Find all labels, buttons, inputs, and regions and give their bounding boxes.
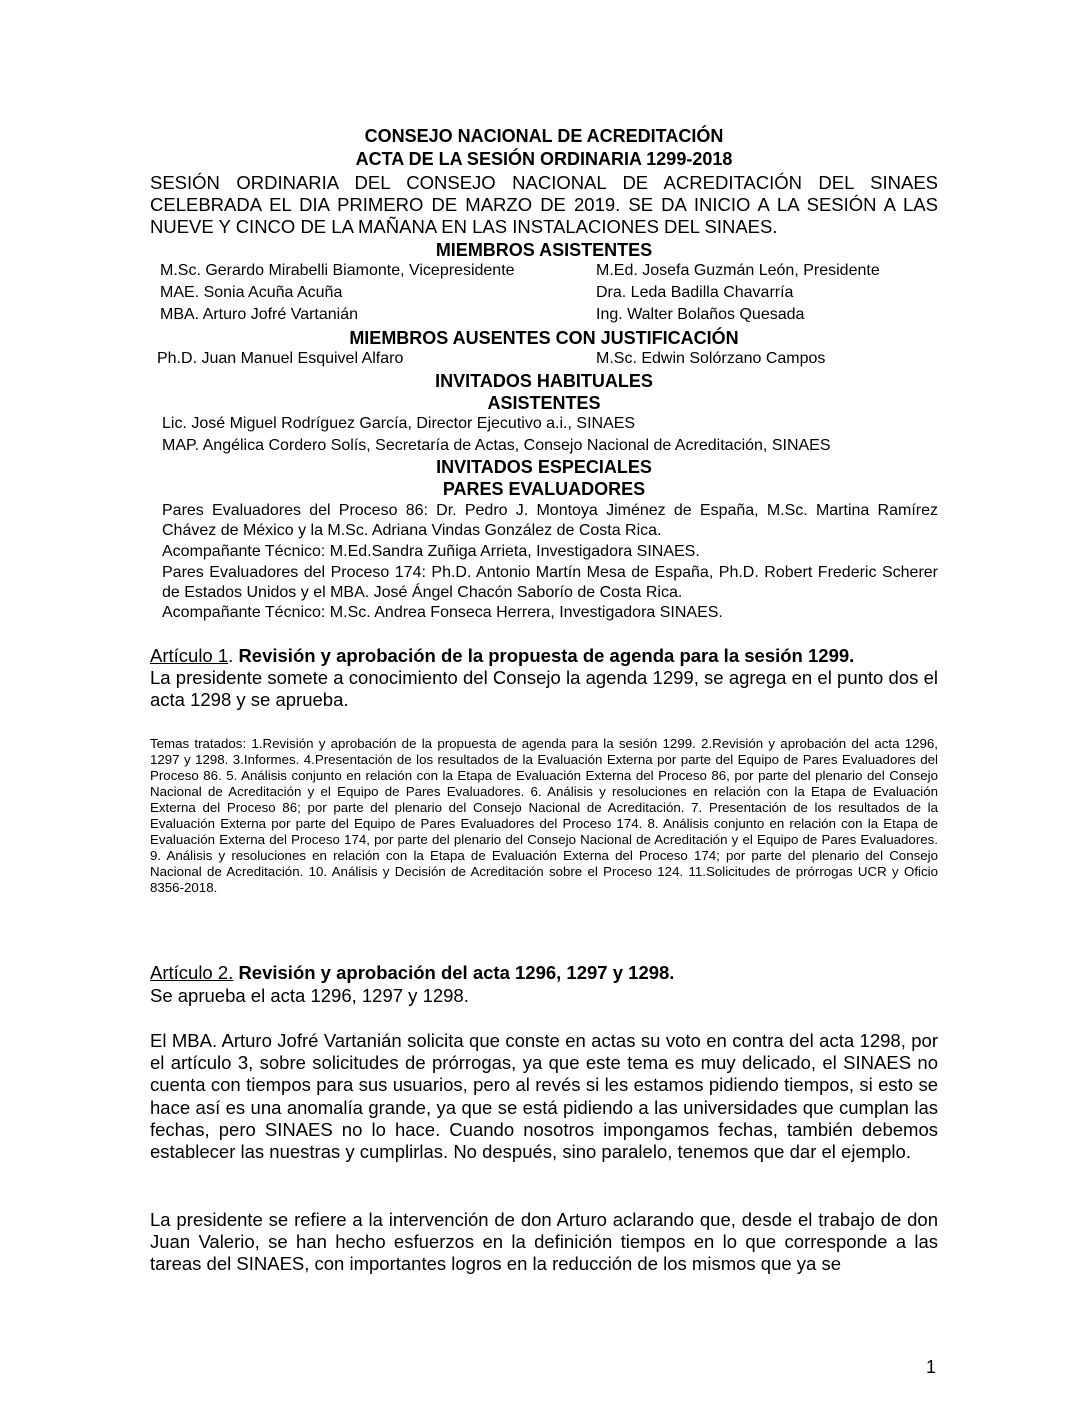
attending-member: Ing. Walter Bolaños Quesada	[596, 306, 805, 323]
article-title: Revisión y aprobación de la propuesta de agenda para la sesión 1299.	[238, 645, 855, 666]
article-1-heading	[150, 645, 940, 667]
attending-member: Dra. Leda Badilla Chavarría	[596, 284, 794, 301]
article-2-heading	[150, 962, 940, 984]
absent-heading: MIEMBROS AUSENTES CON JUSTIFICACIÓN	[349, 328, 739, 348]
peer-evaluators-heading: PARES EVALUADORES	[442, 479, 646, 499]
attendees-heading: ASISTENTES	[487, 393, 601, 413]
article-label: Artículo 1	[150, 645, 229, 666]
article-1-body: La presidente somete a conocimiento del Consejo la agenda 1299, se agrega en el punto dos el acta 1298 y se aprueba.	[150, 667, 938, 711]
peer-evaluators-86: Pares Evaluadores del Proceso 86: Dr. Pedro J. Montoya Jiménez de España, M.Sc. Martina Ramírez Chávez de México y la M.Sc. Adriana Vindas González de Costa Rica.	[162, 502, 938, 540]
session-intro: SESIÓN ORDINARIA DEL CONSEJO NACIONAL DE ACREDITACIÓN DEL SINAES CELEBRADA EL DIA PRIMERO DE MARZO DE 2019. SE DA INICIO A LA SESIÓN A LAS NUEVE Y CINCO DE LA MAÑANA EN LAS INSTALACIONES DEL SINAES.	[150, 172, 938, 237]
absent-member: Ph.D. Juan Manuel Esquivel Alfaro	[157, 350, 404, 367]
article-title: Revisión y aprobación del acta 1296, 1297 y 1298.	[238, 962, 675, 983]
technical-companion-86: Acompañante Técnico: M.Ed.Sandra Zuñiga Arrieta, Investigadora SINAES.	[162, 543, 700, 560]
attending-member: M.Ed. Josefa Guzmán León, Presidente	[596, 262, 880, 279]
absent-member: M.Sc. Edwin Solórzano Campos	[596, 350, 826, 367]
president-paragraph: La presidente se refiere a la intervención de don Arturo aclarando que, desde el trabajo de don Juan Valerio, se han hecho esfuerzos en la definición tiempos en lo que corresponde a las tareas del SINAES, con importantes logros en la reducción de los mismos que ya se	[150, 1209, 938, 1275]
regular-guests-heading: INVITADOS HABITUALES	[435, 371, 653, 391]
regular-guest: Lic. José Miguel Rodríguez García, Director Ejecutivo a.i., SINAES	[162, 415, 636, 432]
technical-companion-174: Acompañante Técnico: M.Sc. Andrea Fonseca Herrera, Investigadora SINAES.	[162, 604, 723, 621]
attending-heading: MIEMBROS ASISTENTES	[435, 240, 653, 260]
page-number: 1	[925, 1357, 936, 1377]
article-2-body: Se aprueba el acta 1296, 1297 y 1298.	[150, 985, 469, 1006]
topics-list: Temas tratados: 1.Revisión y aprobación de la propuesta de agenda para la sesión 1299. 2.Revisión y aprobación del acta 1296, 1297 y 1298. 3.Informes. 4.Presentación de los resultados de la Evaluación Externa por parte del Equipo de Pares Evaluadores del Proceso 86. 5. Análisis conjunto en relación con la Etapa de Evaluación Externa del Proceso 86, por parte del plenario del Consejo Nacional de Acreditación y el Equipo de Pares Evaluadores. 6. Análisis y resoluciones en relación con la Etapa de Evaluación Externa del Proceso 86; por parte del plenario del Consejo Nacional de Acreditación. 7. Presentación de los resultados de la Evaluación Externa por parte del Equipo de Pares Evaluadores del Proceso 174. 8. Análisis conjunto en relación con la Etapa de Evaluación Externa del Proceso 174, por parte del plenario del Consejo Nacional de Acreditación y el Equipo de Pares Evaluadores. 9. Análisis y resoluciones en relación con la Etapa de Evaluación Externa del Proceso 174; por parte del plenario del Consejo Nacional de Acreditación. 10. Análisis y Decisión de Acreditación sobre el Proceso 124. 11.Solicitudes de prórrogas UCR y Oficio 8356-2018.	[150, 736, 938, 895]
article-separator: .	[228, 645, 239, 666]
mba-vote-paragraph: El MBA. Arturo Jofré Vartanián solicita que conste en actas su voto en contra del acta 1298, por el artículo 3, sobre solicitudes de prórrogas, ya que este tema es muy delicado, el SINAES no cuenta con tiempos para sus usuarios, pero al revés si les estamos pidiendo tiempos, si esto se hace así es una anomalía grande, ya que se está pidiendo a las universidades que cumplan las fechas, pero SINAES no lo hace. Cuando nosotros impongamos fechas, también debemos establecer las nuestras y cumplirlas. No después, sino paralelo, tenemos que dar el ejemplo.	[150, 1030, 938, 1163]
session-title: ACTA DE LA SESIÓN ORDINARIA 1299-2018	[355, 149, 733, 169]
special-guests-heading: INVITADOS ESPECIALES	[436, 457, 652, 477]
regular-guest: MAP. Angélica Cordero Solís, Secretaría de Actas, Consejo Nacional de Acreditación, SINAES	[162, 437, 831, 454]
article-label: Artículo 2.	[150, 962, 234, 983]
peer-evaluators-174: Pares Evaluadores del Proceso 174: Ph.D. Antonio Martín Mesa de España, Ph.D. Robert Frederic Scherer de Estados Unidos y el MBA. José Ángel Chacón Saborío de Costa Rica.	[162, 564, 938, 602]
attending-member: M.Sc. Gerardo Mirabelli Biamonte, Vicepresidente	[160, 262, 515, 279]
attending-member: MBA. Arturo Jofré Vartanián	[160, 306, 359, 323]
attending-member: MAE. Sonia Acuña Acuña	[160, 284, 343, 301]
council-title: CONSEJO NACIONAL DE ACREDITACIÓN	[364, 126, 724, 146]
